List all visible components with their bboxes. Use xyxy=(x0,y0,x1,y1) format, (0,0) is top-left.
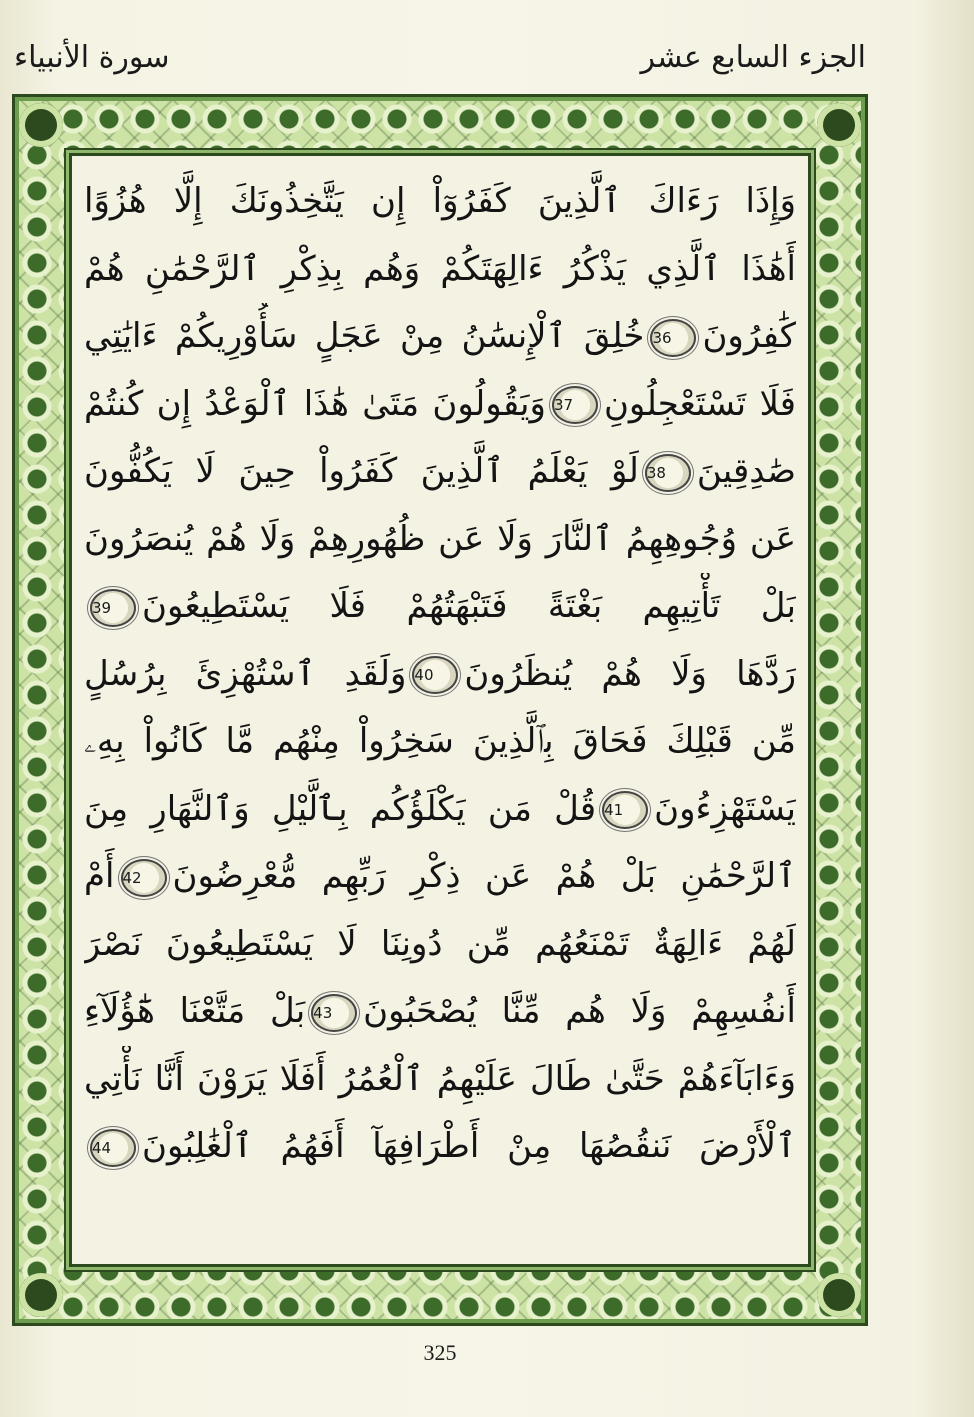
verse-text: بَلْ مَتَّعْنَا هَٰٓؤُلَآءِ xyxy=(84,991,306,1031)
text-line xyxy=(84,641,796,709)
text-line xyxy=(84,911,796,979)
ayah-number-marker: 40 xyxy=(412,656,458,694)
surah-title: سورة الأنبياء xyxy=(14,40,170,75)
text-line xyxy=(84,708,796,776)
text-line xyxy=(84,776,796,844)
ayah-number-marker: 36 xyxy=(650,319,696,357)
frame-corner-ornament-icon xyxy=(19,1273,63,1317)
text-line xyxy=(84,371,796,439)
ayah-number-marker: 39 xyxy=(90,589,136,627)
verse-text: صَٰدِقِينَ xyxy=(696,451,796,491)
text-line xyxy=(84,1046,796,1114)
quran-text-block xyxy=(84,168,796,1248)
juz-title: الجزء السابع عشر xyxy=(640,40,866,75)
ayah-number-marker: 38 xyxy=(645,454,691,492)
text-line xyxy=(84,236,796,304)
ayah-number-marker: 37 xyxy=(552,386,598,424)
verse-text: وَإِذَا رَءَاكَ ٱلَّذِينَ كَفَرُوٓاْ إِن يَتَّخِذُونَكَ إِلَّا هُزُوًا xyxy=(84,181,796,221)
text-line xyxy=(84,978,796,1046)
verse-text: لَهُمْ ءَالِهَةٌ تَمْنَعُهُم مِّن دُونِنَا لَا يَسْتَطِيعُونَ نَصْرَ xyxy=(84,923,796,964)
verse-text: قُلْ مَن يَكْلَؤُكُم بِٱلَّيْلِ وَٱلنَّهَارِ مِنَ xyxy=(84,788,597,829)
verse-text: كَٰفِرُونَ xyxy=(702,316,796,356)
verse-text: خُلِقَ ٱلْإِنسَٰنُ مِنْ عَجَلٍ سَأُوْرِيكُمْ ءَايَٰتِي xyxy=(84,316,645,356)
verse-text: أَهَٰذَا ٱلَّذِي يَذْكُرُ ءَالِهَتَكُمْ وَهُم بِذِكْرِ ٱلرَّحْمَٰنِ هُمْ xyxy=(84,248,796,289)
text-line xyxy=(84,168,796,236)
verse-text: لَوْ يَعْلَمُ ٱلَّذِينَ كَفَرُواْ حِينَ لَا يَكُفُّونَ xyxy=(84,451,639,491)
text-line xyxy=(84,303,796,371)
verse-text: وَءَابَآءَهُمْ حَتَّىٰ طَالَ عَلَيْهِمُ ٱلْعُمُرُ أَفَلَا يَرَوْنَ أَنَّا نَأْتِي xyxy=(84,1058,796,1099)
verse-text: يَسْتَهْزِءُونَ xyxy=(654,788,796,829)
verse-text: وَيَقُولُونَ مَتَىٰ هَٰذَا ٱلْوَعْدُ إِن كُنتُمْ xyxy=(84,383,546,424)
verse-text: وَلَقَدِ ٱسْتُهْزِئَ بِرُسُلٍ xyxy=(84,653,407,694)
verse-text: فَلَا تَسْتَعْجِلُونِ xyxy=(603,383,796,424)
verse-text: بَلْ تَأْتِيهِم بَغْتَةً فَتَبْهَتُهُمْ فَلَا يَسْتَطِيعُونَ xyxy=(142,586,796,626)
verse-text: أَمْ xyxy=(84,856,115,896)
page-header xyxy=(14,40,866,92)
verse-text: أَنفُسِهِمْ وَلَا هُم مِّنَّا يُصْحَبُونَ xyxy=(363,991,796,1031)
text-line xyxy=(84,506,796,574)
text-line xyxy=(84,843,796,911)
ayah-number-marker: 41 xyxy=(602,791,648,829)
verse-text: عَن وُجُوهِهِمُ ٱلنَّارَ وَلَا عَن ظُهُورِهِمْ وَلَا هُمْ يُنصَرُونَ xyxy=(84,518,796,559)
ayah-number-marker: 43 xyxy=(311,994,357,1032)
text-line xyxy=(84,438,796,506)
ayah-number-marker: 44 xyxy=(90,1129,136,1167)
verse-text: رَدَّهَا وَلَا هُمْ يُنظَرُونَ xyxy=(464,653,796,694)
verse-text: ٱلْأَرْضَ نَنقُصُهَا مِنْ أَطْرَافِهَآ أَفَهُمُ ٱلْغَٰلِبُونَ xyxy=(142,1126,796,1166)
text-line xyxy=(84,573,796,641)
ayah-number-marker: 42 xyxy=(121,859,167,897)
verse-text: ٱلرَّحْمَٰنِ بَلْ هُمْ عَن ذِكْرِ رَبِّهِم مُّعْرِضُونَ xyxy=(172,856,796,896)
text-line xyxy=(84,1113,796,1181)
frame-corner-ornament-icon xyxy=(19,103,63,147)
frame-corner-ornament-icon xyxy=(817,103,861,147)
page-number: 325 xyxy=(423,1340,457,1365)
verse-text: مِّن قَبْلِكَ فَحَاقَ بِٱلَّذِينَ سَخِرُواْ مِنْهُم مَّا كَانُواْ بِهِۦ xyxy=(84,721,796,761)
frame-corner-ornament-icon xyxy=(817,1273,861,1317)
